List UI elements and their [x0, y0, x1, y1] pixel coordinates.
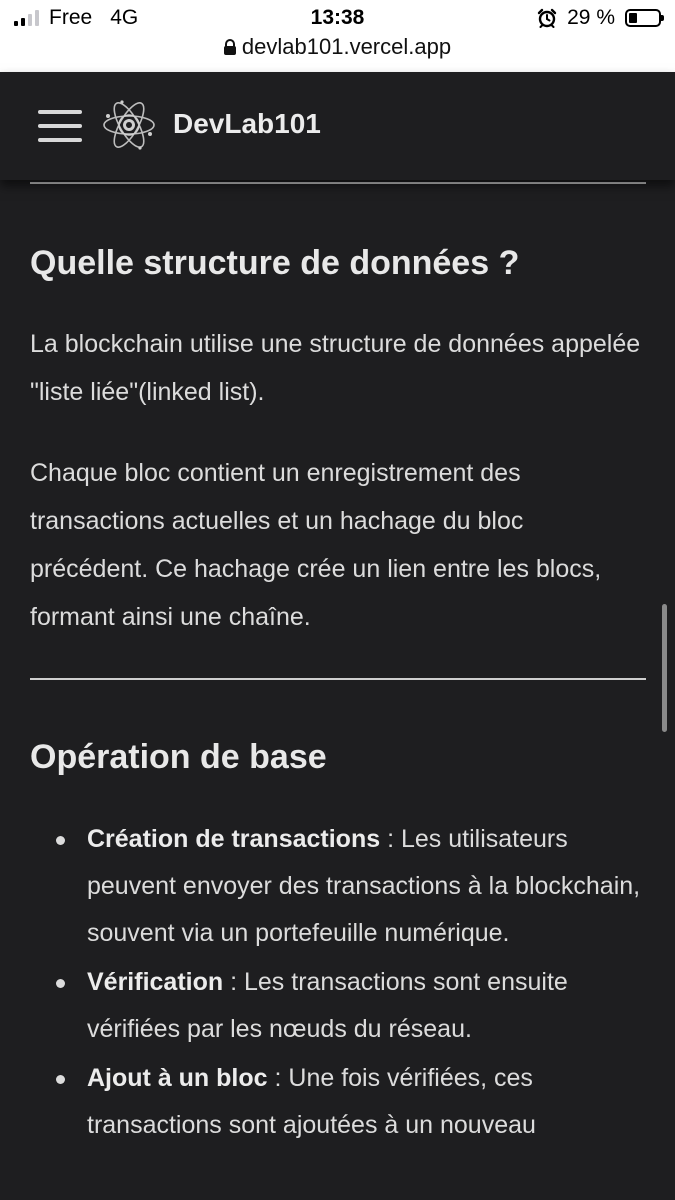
hamburger-icon-bar: [38, 110, 82, 114]
paragraph: Chaque bloc contient un enregistrement des transactions actuelles et un hachage du bloc précédent. Ce hachage crée un lien entre les blocs, formant ainsi une chaîne.: [30, 459, 602, 631]
list-item-text: : Les transactions sont ensuite vérifiées par les nœuds du réseau.: [87, 968, 568, 1043]
site-header: [0, 72, 675, 180]
alarm-clock-icon: [537, 8, 557, 28]
list-item-term: Ajout à un bloc: [87, 1064, 268, 1092]
network-type: 4G: [110, 6, 139, 29]
bullet-icon: [56, 979, 65, 988]
lock-icon: [224, 39, 236, 55]
bullet-icon: [56, 1075, 65, 1084]
divider: [30, 678, 646, 680]
list-item: [30, 1055, 646, 1149]
site-title[interactable]: DevLab101: [173, 108, 321, 139]
status-right: [537, 6, 661, 30]
scrollbar-thumb[interactable]: [662, 604, 667, 732]
url-bar[interactable]: [0, 34, 675, 60]
carrier-name: Free: [49, 6, 93, 29]
atom-logo-icon[interactable]: [100, 96, 158, 154]
list-item-text: : Une fois vérifiées, ces transactions sont ajoutées à un nouveau: [87, 1064, 536, 1139]
list-item-term: Création de transactions: [87, 825, 381, 853]
list-item-term: Vérification: [87, 968, 224, 996]
bullet-icon: [56, 836, 65, 845]
status-bar: [0, 0, 675, 72]
battery-percent: 29 %: [567, 6, 615, 29]
paragraph: La blockchain utilise une structure de données appelée "liste liée"(linked list).: [30, 330, 641, 406]
battery-icon: [625, 9, 661, 27]
section-heading-operation: Opération de base: [30, 738, 327, 776]
list-item-text: : Les utilisateurs peuvent envoyer des transactions à la blockchain, souvent via un portefeuille numérique.: [87, 825, 641, 947]
status-time: 13:38: [310, 6, 365, 29]
hamburger-icon-bar: [38, 138, 82, 142]
list-item: [30, 816, 646, 957]
list-item: [30, 959, 646, 1053]
divider: [30, 182, 646, 184]
section-heading-structure: Quelle structure de données ?: [30, 244, 520, 282]
operation-list: [30, 816, 646, 1151]
hamburger-menu-button[interactable]: [38, 110, 82, 142]
url-text[interactable]: devlab101.vercel.app: [241, 34, 452, 59]
hamburger-icon-bar: [38, 124, 82, 128]
